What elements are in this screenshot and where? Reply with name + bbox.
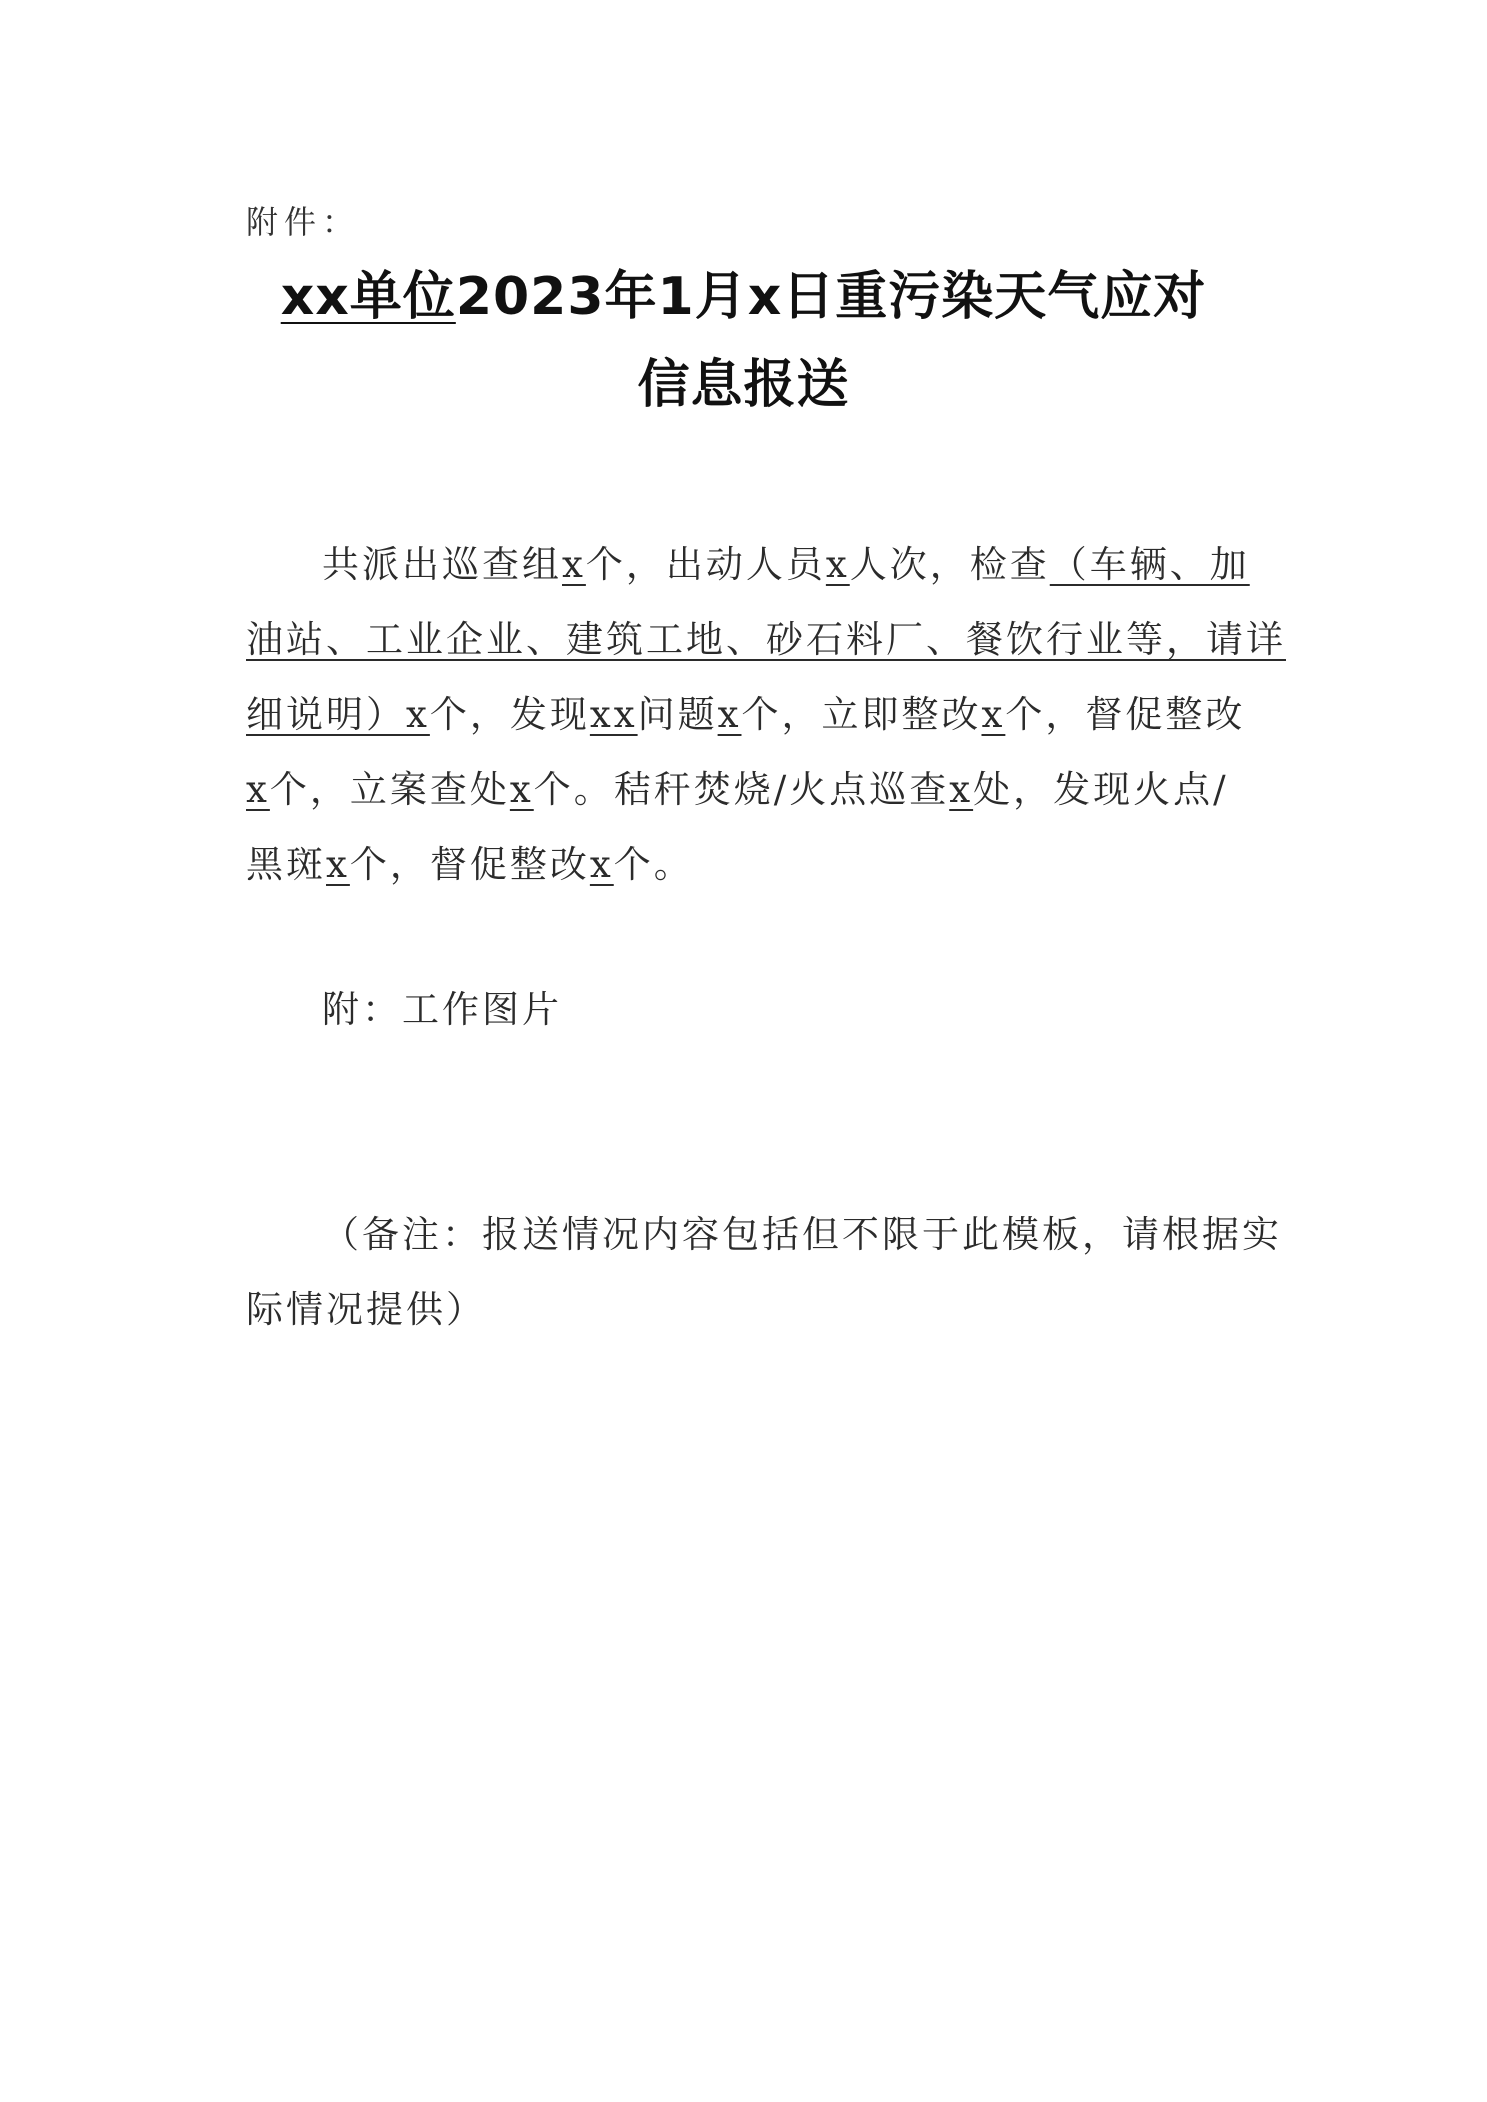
paragraph-text: 人次，检查 — [849, 543, 1050, 586]
paragraph-line — [246, 840, 1276, 890]
fill-in-blank: x — [825, 543, 850, 586]
fill-in-blank: 油站、工业企业、建筑工地、砂石料厂、餐饮行业等，请详 — [246, 618, 1286, 661]
fill-in-blank: x — [717, 693, 742, 736]
note-line-2: 际情况提供） — [246, 1288, 486, 1331]
fill-in-blank: x — [949, 768, 974, 811]
paragraph-text: 个，发现 — [429, 693, 590, 736]
paragraph-text: 个，立即整改 — [741, 693, 982, 736]
paragraph-line — [322, 540, 1276, 590]
paragraph-text: 黑斑 — [246, 843, 326, 886]
paragraph-line — [246, 765, 1276, 815]
title-unit: xx单位 — [280, 267, 456, 327]
fill-in-blank: x — [589, 843, 614, 886]
paragraph-text: 个。 — [613, 843, 694, 886]
paragraph-line — [246, 615, 1286, 665]
fill-in-blank: 细说明） — [246, 693, 406, 736]
paragraph-text: 处，发现火点/ — [973, 768, 1229, 811]
fill-in-blank: x — [562, 543, 586, 586]
paragraph-line — [246, 690, 1276, 740]
title-line-1 — [0, 262, 1487, 332]
fill-in-blank: x — [246, 768, 270, 811]
note-line-1: （备注：报送情况内容包括但不限于此模板，请根据实 — [322, 1213, 1282, 1256]
fill-in-blank: x — [509, 768, 534, 811]
title-date-subject: 2023年1月x日重污染天气应对 — [455, 267, 1207, 327]
fill-in-blank: x — [326, 843, 350, 886]
paragraph-text: 个，督促整改 — [1005, 693, 1246, 736]
attachment-label: 附件： — [246, 203, 361, 241]
title-line-2: 信息报送 — [637, 355, 850, 415]
fill-in-blank: x — [406, 693, 430, 736]
paragraph-text: 问题 — [637, 693, 718, 736]
paragraph-text: 个，督促整改 — [349, 843, 590, 886]
paragraph-text: 个，出动人员 — [585, 543, 826, 586]
paragraph-text: 共派出巡查组 — [322, 543, 562, 586]
fill-in-blank: （车辆、加 — [1049, 543, 1250, 586]
fill-in-blank: xx — [589, 693, 638, 736]
paragraph-text: 个，立案查处 — [269, 768, 510, 811]
appendix-line: 附：工作图片 — [322, 988, 562, 1031]
paragraph-text: 个。秸秆焚烧/火点巡查 — [533, 768, 950, 811]
fill-in-blank: x — [981, 693, 1006, 736]
